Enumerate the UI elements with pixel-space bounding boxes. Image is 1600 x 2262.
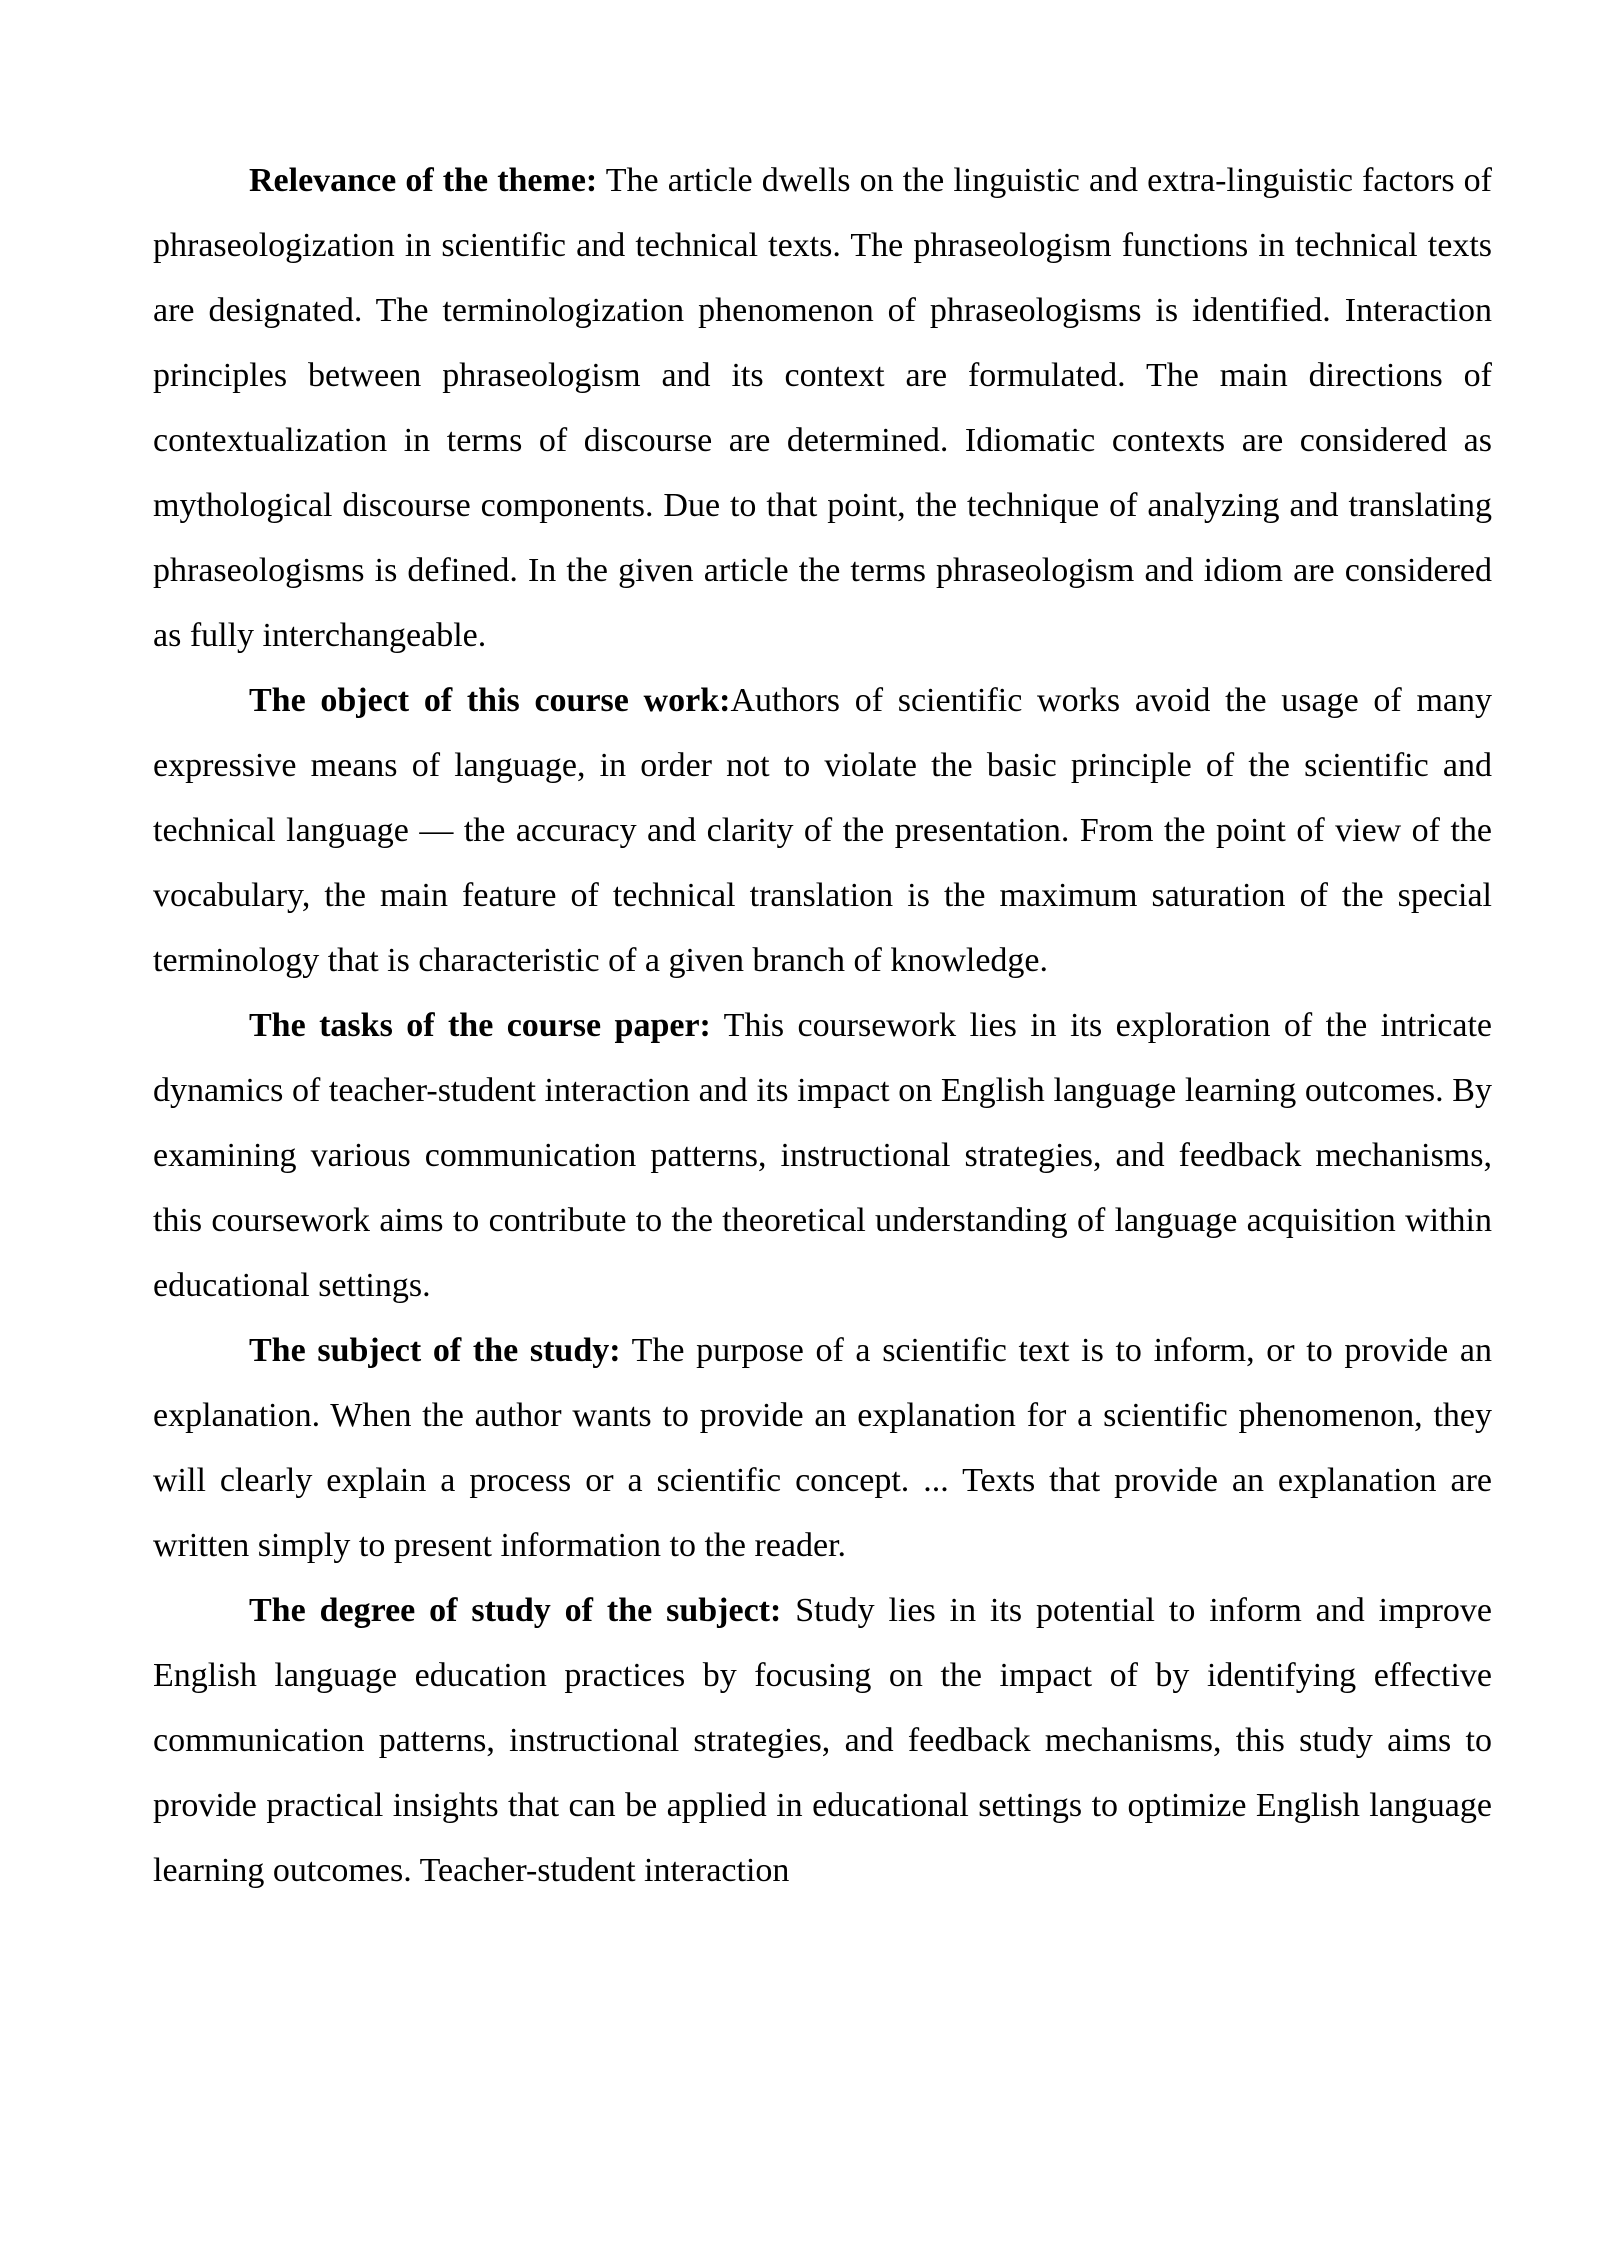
paragraph-tasks — [153, 993, 1492, 1318]
paragraph-body-object: Authors of scientific works avoid the usage of many expressive means of language, in order not to violate the basic principle of the scientific and technical language — the accuracy and clarity of the presentation. From the point of view of the vocabulary, the main feature of technical translation is the maximum saturation of the special terminology that is characteristic of a given branch of knowledge. — [153, 682, 1492, 979]
paragraph-heading-subject: The subject of the study: — [249, 1332, 621, 1369]
paragraph-relevance — [153, 148, 1492, 668]
paragraph-body-relevance: The article dwells on the linguistic and extra-linguistic factors of phraseologization in scientific and technical texts. The phraseologism functions in technical texts are designated. The terminologization phenomenon of phraseologisms is identified. Interaction principles between phraseologism and its context are formulated. The main directions of contextualization in terms of discourse are determined. Idiomatic contexts are considered as mythological discourse components. Due to that point, the technique of analyzing and translating phraseologisms is defined. In the given article the terms phraseologism and idiom are considered as fully interchangeable. — [153, 162, 1492, 654]
paragraph-object — [153, 668, 1492, 993]
paragraph-heading-tasks: The tasks of the course paper: — [249, 1007, 711, 1044]
paragraph-degree — [153, 1578, 1492, 1903]
paragraph-heading-degree: The degree of study of the subject: — [249, 1592, 782, 1629]
paragraph-body-tasks: This coursework lies in its exploration of the intricate dynamics of teacher-student interaction and its impact on English language learning outcomes. By examining various communication patterns, instructional strategies, and feedback mechanisms, this coursework aims to contribute to the theoretical understanding of language acquisition within educational settings. — [153, 1007, 1492, 1304]
paragraph-subject — [153, 1318, 1492, 1578]
paragraph-heading-object: The object of this course work: — [249, 682, 731, 719]
paragraph-heading-relevance: Relevance of the theme: — [249, 162, 598, 199]
paragraph-body-degree: Study lies in its potential to inform and improve English language education practices by focusing on the impact of by identifying effective communication patterns, instructional strategies, and feedback mechanisms, this study aims to provide practical insights that can be applied in educational settings to optimize English language learning outcomes. Teacher-student interaction — [153, 1592, 1492, 1889]
paragraph-body-subject: The purpose of a scientific text is to inform, or to provide an explanation. When the author wants to provide an explanation for a scientific phenomenon, they will clearly explain a process or a scientific concept. ... Texts that provide an explanation are written simply to present information to the reader. — [153, 1332, 1492, 1564]
